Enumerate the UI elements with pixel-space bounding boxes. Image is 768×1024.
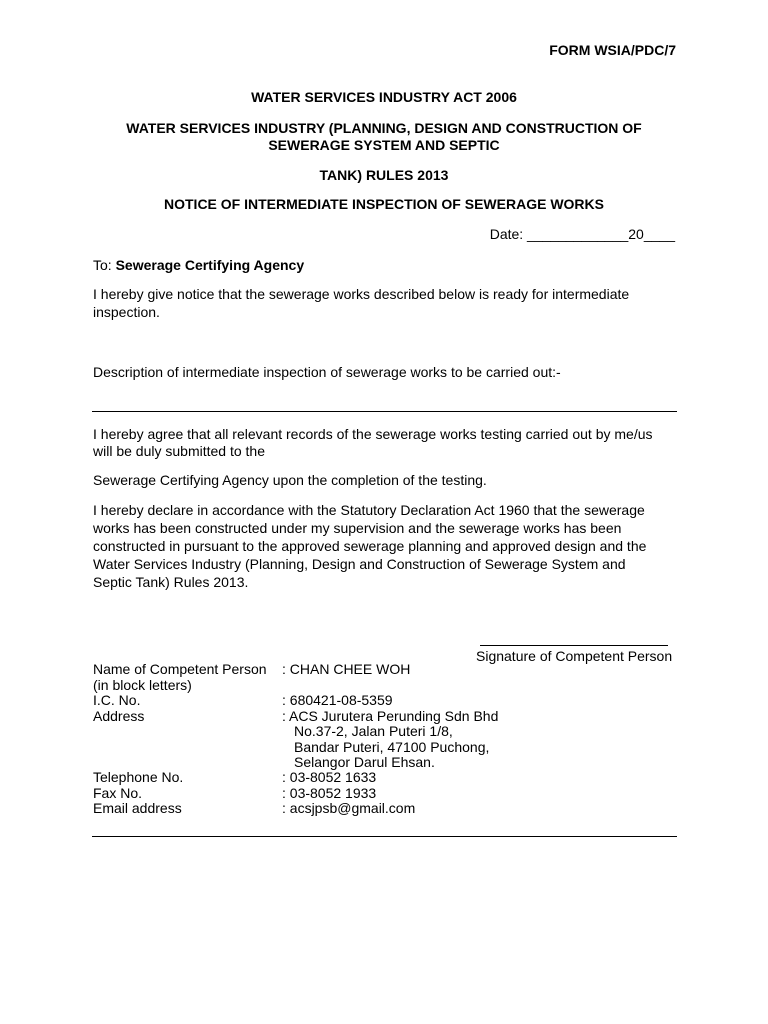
- description-label: Description of intermediate inspection of sewerage works to be carried out:-: [93, 364, 561, 380]
- signature-label: Signature of Competent Person: [476, 648, 673, 664]
- address-line1: : ACS Jurutera Perunding Sdn Bhd: [282, 708, 499, 724]
- fax-label: Fax No.: [93, 785, 143, 801]
- to-prefix: To:: [93, 257, 112, 273]
- email-label: Email address: [93, 800, 182, 816]
- ic-label: I.C. No.: [93, 692, 141, 708]
- agree-para-line1: I hereby agree that all relevant records of the sewerage works testing carried out by me/us: [93, 426, 653, 442]
- address-line3: Bandar Puteri, 47100 Puchong,: [294, 739, 490, 755]
- agree-para-line3: Sewerage Certifying Agency upon the completion of the testing.: [93, 472, 487, 488]
- telephone-value: : 03-8052 1633: [282, 769, 377, 785]
- notice-para-line1: I hereby give notice that the sewerage works described below is ready for intermediate: [93, 286, 630, 302]
- to-line: [93, 256, 676, 274]
- email-value: : acsjpsb@gmail.com: [282, 800, 416, 816]
- rules-title-line1: WATER SERVICES INDUSTRY (PLANNING, DESIGN AND CONSTRUCTION OF: [126, 120, 642, 136]
- name-value: : CHAN CHEE WOH: [282, 661, 411, 677]
- declare-para-line4: Water Services Industry (Planning, Design and Construction of Sewerage System and: [93, 556, 626, 572]
- ic-value: : 680421-08-5359: [282, 692, 393, 708]
- divider-bottom: [92, 836, 677, 837]
- address-label: Address: [93, 708, 145, 724]
- to-recipient: Sewerage Certifying Agency: [115, 257, 305, 273]
- declare-para-line2: works has been constructed under my supervision and the sewerage works has been: [93, 520, 622, 536]
- telephone-label: Telephone No.: [93, 769, 184, 785]
- declare-para-line1: I hereby declare in accordance with the Statutory Declaration Act 1960 that the sewerage: [93, 502, 645, 518]
- name-sublabel: (in block letters): [93, 677, 192, 693]
- date-line: Date: _____________20____: [489, 226, 675, 242]
- declare-para-line3: constructed in pursuant to the approved sewerage planning and approved design and the: [93, 538, 647, 554]
- notice-para-line2: inspection.: [93, 304, 160, 320]
- notice-title: NOTICE OF INTERMEDIATE INSPECTION OF SEWERAGE WORKS: [164, 196, 604, 212]
- rules-title-line2: SEWERAGE SYSTEM AND SEPTIC: [268, 137, 500, 153]
- divider-top: [92, 411, 677, 412]
- agree-para-line2: will be duly submitted to the: [93, 443, 265, 459]
- fax-value: : 03-8052 1933: [282, 785, 377, 801]
- name-label: Name of Competent Person: [93, 661, 267, 677]
- declare-para-line5: Septic Tank) Rules 2013.: [93, 574, 249, 590]
- address-line4: Selangor Darul Ehsan.: [294, 754, 435, 770]
- signature-line: [480, 645, 668, 646]
- rules-title-line3: TANK) RULES 2013: [319, 167, 449, 183]
- address-line2: No.37-2, Jalan Puteri 1/8,: [294, 723, 453, 739]
- form-code: FORM WSIA/PDC/7: [549, 42, 676, 58]
- act-title: WATER SERVICES INDUSTRY ACT 2006: [251, 89, 517, 105]
